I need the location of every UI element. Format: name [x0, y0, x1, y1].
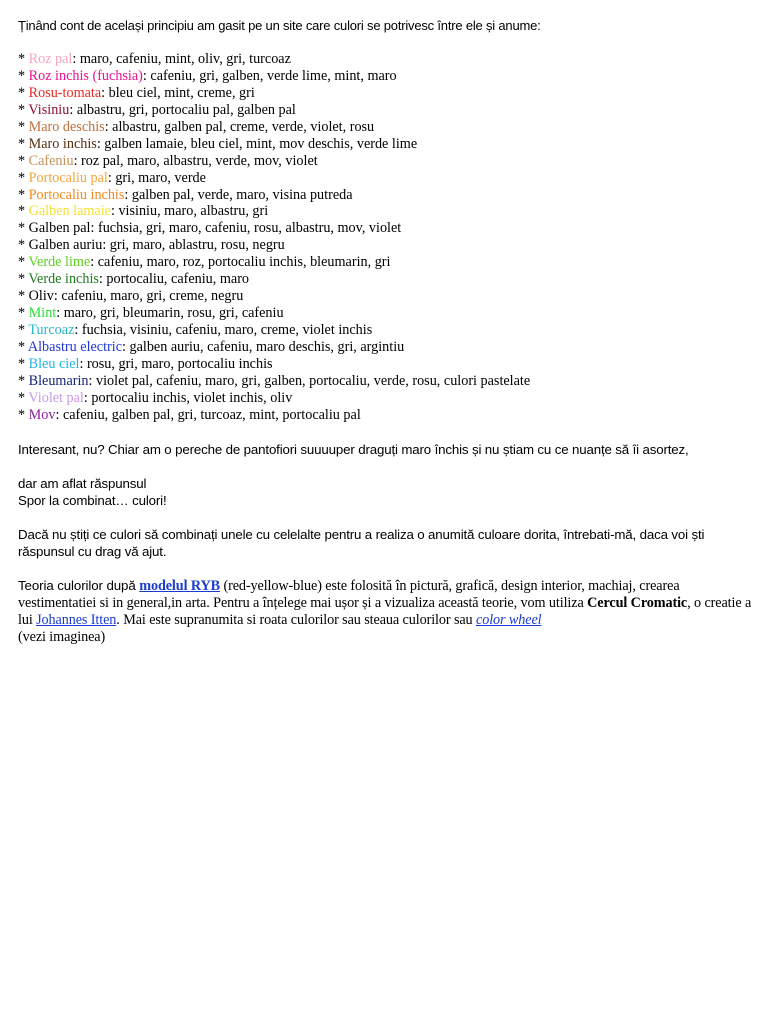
paragraph-spor: Spor la combinat… culori!	[18, 492, 167, 508]
spacer	[18, 34, 754, 51]
color-pairs: : galben pal, verde, maro, visina putreda	[124, 186, 353, 203]
bullet-marker: *	[18, 118, 29, 135]
link-color-wheel[interactable]: color wheel	[476, 611, 542, 628]
color-item	[18, 288, 754, 305]
color-item	[18, 407, 754, 424]
bullet-marker: *	[18, 305, 29, 322]
color-name: Maro deschis	[28, 118, 105, 135]
teoria-text-5: (vezi imaginea)	[18, 628, 106, 645]
color-item	[18, 254, 754, 271]
teoria-text-4: . Mai este supranumita si roata culorilor sau steaua culorilor sau	[116, 611, 476, 628]
paragraph-raspuns: dar am aflat răspunsul	[18, 475, 147, 491]
color-item	[18, 85, 754, 102]
color-name: Mov	[28, 406, 56, 423]
teoria-text-3: , o creatie a lui	[18, 594, 752, 628]
color-pairs: : maro, gri, bleumarin, rosu, gri, cafeniu	[56, 305, 284, 322]
bullet-marker: *	[18, 322, 29, 338]
color-item	[18, 203, 754, 220]
color-item	[18, 390, 754, 407]
color-name: Portocaliu pal	[28, 169, 108, 186]
spacer	[18, 458, 754, 475]
color-combination-list	[18, 51, 754, 424]
teoria-text-1: Teoria culorilor după	[18, 577, 140, 593]
bullet-marker: *	[18, 135, 29, 152]
color-item	[18, 271, 754, 288]
spacer	[18, 424, 754, 441]
color-item	[18, 153, 754, 170]
color-item	[18, 339, 754, 356]
bullet-marker: *	[18, 389, 29, 406]
bullet-marker: *	[18, 51, 29, 67]
color-pairs: : portocaliu inchis, violet inchis, oliv	[83, 389, 293, 406]
color-pairs: : albastru, galben pal, creme, verde, violet, rosu	[104, 118, 375, 135]
paragraph-teoria	[18, 577, 754, 646]
color-pairs: : cafeniu, galben pal, gri, turcoaz, mint, portocaliu pal	[55, 406, 361, 423]
link-modelul-ryb[interactable]: modelul RYB	[139, 577, 221, 594]
color-name: Turcoaz	[28, 322, 75, 338]
color-name: Galben pal	[28, 220, 91, 237]
color-name: Roz inchis (fuchsia)	[28, 67, 143, 84]
bullet-marker: *	[18, 186, 29, 203]
color-pairs: : maro, cafeniu, mint, oliv, gri, turcoaz	[72, 51, 291, 67]
color-name: Galben lamaie	[28, 203, 111, 220]
color-name: Rosu-tomata	[28, 84, 102, 101]
color-pairs: : cafeniu, maro, gri, creme, negru	[53, 288, 244, 305]
color-item	[18, 170, 754, 187]
document-body	[18, 17, 754, 646]
color-item	[18, 51, 754, 68]
paragraph-interesant: Interesant, nu? Chiar am o pereche de pantofiori suuuuper draguți maro închis și nu știam cu ce nuanțe să îi asortez,	[18, 441, 689, 457]
bullet-marker: *	[18, 406, 29, 423]
color-name: Violet pal	[28, 389, 84, 406]
teoria-cercul-cromatic: Cercul Cromatic	[587, 594, 688, 611]
color-item	[18, 220, 754, 237]
color-pairs: : fuchsia, visiniu, cafeniu, maro, creme, violet inchis	[74, 322, 373, 338]
bullet-marker: *	[18, 220, 29, 237]
color-item	[18, 237, 754, 254]
color-item	[18, 305, 754, 322]
bullet-marker: *	[18, 67, 29, 84]
color-item	[18, 187, 754, 204]
color-name: Verde lime	[28, 254, 91, 271]
link-johannes-itten[interactable]: Johannes Itten	[36, 611, 117, 628]
bullet-marker: *	[18, 169, 29, 186]
color-pairs: : galben lamaie, bleu ciel, mint, mov deschis, verde lime	[96, 135, 418, 152]
color-name: Bleumarin	[28, 372, 89, 389]
color-pairs: : portocaliu, cafeniu, maro	[98, 271, 250, 288]
color-name: Maro inchis	[28, 135, 97, 152]
color-pairs: : galben auriu, cafeniu, maro deschis, gri, argintiu	[122, 338, 405, 355]
color-item	[18, 322, 754, 339]
color-name: Oliv	[28, 288, 54, 305]
color-pairs: : roz pal, maro, albastru, verde, mov, violet	[73, 152, 318, 169]
color-item	[18, 119, 754, 136]
color-pairs: : gri, maro, ablastru, rosu, negru	[102, 237, 285, 254]
spacer	[18, 560, 754, 577]
color-item	[18, 356, 754, 373]
bullet-marker: *	[18, 84, 29, 101]
color-pairs: : gri, maro, verde	[107, 169, 206, 186]
color-name: Verde inchis	[28, 271, 99, 288]
color-pairs: : fuchsia, gri, maro, cafeniu, rosu, albastru, mov, violet	[90, 220, 402, 237]
bullet-marker: *	[18, 203, 29, 220]
color-item	[18, 68, 754, 85]
paragraph-daca: Dacă nu știți ce culori să combinați unele cu celelalte pentru a realiza o anumită culoare dorita, întrebati-mă, daca voi ști răspunsul cu drag vă ajut.	[18, 526, 705, 559]
color-name: Roz pal	[28, 51, 73, 67]
color-pairs: : violet pal, cafeniu, maro, gri, galben, portocaliu, verde, rosu, culori pastelate	[88, 372, 531, 389]
color-pairs: : cafeniu, gri, galben, verde lime, mint, maro	[142, 67, 397, 84]
bullet-marker: *	[18, 271, 29, 288]
color-pairs: : visiniu, maro, albastru, gri	[110, 203, 269, 220]
bullet-marker: *	[18, 355, 29, 372]
color-pairs: : cafeniu, maro, roz, portocaliu inchis, bleumarin, gri	[90, 254, 391, 271]
color-name: Galben auriu	[28, 237, 103, 254]
color-item	[18, 373, 754, 390]
bullet-marker: *	[18, 152, 29, 169]
intro-line: Ținând cont de același principiu am gasit pe un site care culori se potrivesc între ele și anume:	[18, 18, 541, 33]
color-name: Mint	[28, 305, 57, 322]
bullet-marker: *	[18, 237, 29, 254]
bullet-marker: *	[18, 338, 28, 355]
color-name: Albastru electric	[27, 338, 123, 355]
color-item	[18, 102, 754, 119]
color-pairs: : rosu, gri, maro, portocaliu inchis	[79, 355, 273, 372]
color-name: Visiniu	[28, 101, 70, 118]
color-name: Cafeniu	[28, 152, 74, 169]
color-pairs: : albastru, gri, portocaliu pal, galben pal	[69, 101, 296, 118]
bullet-marker: *	[18, 254, 29, 271]
spacer	[18, 509, 754, 526]
color-name: Portocaliu inchis	[28, 186, 125, 203]
color-item	[18, 136, 754, 153]
teoria-text-2: (red-yellow-blue) este folosită în pictură, grafică, design interior, machiaj, crearea vestimentatiei si in general,in arta. Pentru a înțelege mai ușor și a vizualiza această teorie, vom utiliza	[18, 577, 680, 611]
color-pairs: : bleu ciel, mint, creme, gri	[101, 84, 255, 101]
color-name: Bleu ciel	[28, 355, 80, 372]
bullet-marker: *	[18, 288, 29, 305]
bullet-marker: *	[18, 372, 29, 389]
bullet-marker: *	[18, 101, 29, 118]
